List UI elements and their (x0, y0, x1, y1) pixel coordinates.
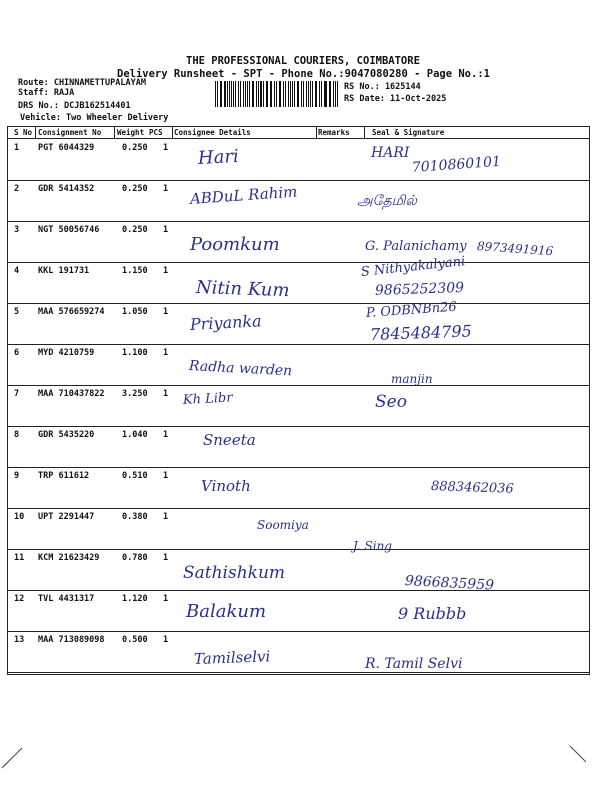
row-consignment-no: MAA 710437822 (38, 389, 105, 399)
row-sno: 12 (14, 594, 25, 604)
row-divider (7, 344, 590, 345)
barcode-bar (229, 81, 230, 107)
barcode-bar (245, 81, 246, 107)
consignee-signature: Vinoth (201, 477, 251, 495)
consignee-signature: Balakum (186, 601, 267, 622)
barcode-bar (325, 81, 327, 107)
barcode-bar (224, 81, 226, 107)
barcode-bar (288, 81, 289, 107)
consignee-signature: Poomkum (190, 234, 280, 255)
barcode-bar (280, 81, 281, 107)
consignee-signature: Radha warden (188, 358, 293, 380)
column-divider (172, 126, 173, 139)
row-sno: 13 (14, 635, 25, 645)
scan-mark (0, 730, 40, 770)
row-weight: 1.040 (122, 430, 148, 440)
barcode-bar (247, 81, 248, 107)
col-header-pcs: PCS (149, 128, 163, 137)
scan-mark (556, 740, 596, 780)
row-sno: 5 (14, 307, 20, 317)
row-consignment-no: KCM 21623429 (38, 553, 100, 563)
row-consignment-no: UPT 2291447 (38, 512, 95, 522)
row-pcs: 1 (163, 553, 169, 563)
consignee-signature: Sathishkum (183, 563, 286, 583)
barcode-bar (283, 81, 285, 107)
column-divider (114, 126, 115, 139)
row-divider (7, 590, 590, 591)
row-pcs: 1 (163, 430, 169, 440)
row-weight: 1.100 (122, 348, 148, 358)
row-pcs: 1 (163, 307, 169, 317)
header-divider (7, 138, 590, 139)
row-weight: 1.150 (122, 266, 148, 276)
barcode-bar (330, 81, 331, 107)
row-sno: 6 (14, 348, 20, 358)
row-consignment-no: MYD 4210759 (38, 348, 95, 358)
consignee-signature: Priyanka (189, 311, 263, 334)
barcode-bar (297, 81, 298, 107)
barcode-bar (260, 81, 262, 107)
row-weight: 0.510 (122, 471, 148, 481)
barcode-bar (221, 81, 222, 107)
barcode-bar (274, 81, 275, 107)
row-divider (7, 631, 590, 632)
barcode-bar (335, 81, 336, 107)
phone-handwritten: 7845484795 (369, 321, 473, 344)
row-pcs: 1 (163, 266, 169, 276)
barcode-bar (294, 81, 295, 107)
row-consignment-no: TRP 611612 (38, 471, 90, 481)
row-sno: 8 (14, 430, 20, 440)
row-divider (7, 262, 590, 263)
row-divider (7, 467, 590, 468)
barcode-bar (292, 81, 293, 107)
barcode-bar (285, 81, 286, 107)
barcode-bar (279, 81, 280, 107)
row-consignment-no: KKL 191731 (38, 266, 90, 276)
row-divider (7, 426, 590, 427)
barcode-bar (266, 81, 267, 107)
barcode-bar (301, 81, 302, 107)
row-weight: 1.120 (122, 594, 148, 604)
row-consignment-no: TVL 4431317 (38, 594, 95, 604)
seal-signature: R. Tamil Selvi (365, 656, 463, 672)
row-weight: 0.250 (122, 225, 148, 235)
row-divider (7, 303, 590, 304)
row-divider (7, 549, 590, 550)
seal-signature: அதேமில் (357, 193, 418, 209)
route-label: Route: CHINNAMETTUPALAYAM (18, 78, 146, 88)
seal-signature: manjin (391, 372, 433, 386)
company-title: THE PROFESSIONAL COURIERS, COIMBATORE (186, 55, 420, 67)
barcode-bar (263, 81, 264, 107)
row-pcs: 1 (163, 635, 169, 645)
barcode-bar (235, 81, 236, 107)
barcode-bar (231, 81, 232, 107)
row-sno: 9 (14, 471, 20, 481)
col-header-sno: S No (14, 128, 33, 137)
row-pcs: 1 (163, 143, 169, 153)
runsheet-title: Delivery Runsheet - SPT - Phone No.:9047080280 - Page No.:1 (117, 68, 490, 80)
row-pcs: 1 (163, 471, 169, 481)
barcode-bar (276, 81, 277, 107)
row-sno: 3 (14, 225, 20, 235)
consignee-signature: Hari (197, 145, 240, 169)
barcode-bar (324, 81, 325, 107)
row-divider (7, 221, 590, 222)
barcode-bar (238, 81, 239, 107)
barcode-image (215, 81, 339, 107)
col-header-seal: Seal & Signature (372, 128, 445, 137)
seal-signature: 9 Rubbb (398, 604, 467, 623)
barcode-bar (306, 81, 307, 107)
seal-signature: HARI (371, 145, 410, 161)
barcode-bar (312, 81, 313, 107)
row-weight: 0.250 (122, 184, 148, 194)
consignee-signature: Nitin Kum (195, 277, 290, 302)
phone-handwritten: 8883462036 (430, 479, 514, 497)
barcode-bar (215, 81, 216, 107)
phone-handwritten: 8973491916 (476, 239, 554, 259)
row-divider (7, 508, 590, 509)
barcode-bar (240, 81, 242, 107)
barcode-bar (290, 81, 291, 107)
row-pcs: 1 (163, 594, 169, 604)
row-weight: 0.500 (122, 635, 148, 645)
row-consignment-no: MAA 576659274 (38, 307, 105, 317)
row-weight: 0.780 (122, 553, 148, 563)
row-weight: 0.250 (122, 143, 148, 153)
consignee-signature: Kh Libr (182, 390, 233, 408)
rs-date: RS Date: 11-Oct-2025 (344, 94, 447, 104)
staff-label: Staff: RAJA (18, 88, 75, 98)
phone-handwritten: 9866835959 (404, 573, 495, 594)
row-consignment-no: GDR 5435220 (38, 430, 95, 440)
row-consignment-no: GDR 5414352 (38, 184, 95, 194)
column-divider (364, 126, 365, 139)
consignee-signature: Tamilselvi (193, 647, 271, 668)
row-divider (7, 180, 590, 181)
col-header-consignee: Consignee Details (174, 128, 251, 137)
row-sno: 2 (14, 184, 20, 194)
barcode-bar (220, 81, 221, 107)
seal-signature: P. ODBNBn26 (365, 299, 458, 321)
barcode-bar (319, 81, 320, 107)
barcode-bar (308, 81, 309, 107)
vehicle-label: Vehicle: Two Wheeler Delivery (20, 113, 169, 123)
column-divider (316, 126, 317, 139)
barcode-bar (227, 81, 228, 107)
row-divider (7, 672, 590, 673)
row-consignment-no: MAA 713089098 (38, 635, 105, 645)
row-consignment-no: PGT 6044329 (38, 143, 95, 153)
row-pcs: 1 (163, 184, 169, 194)
row-sno: 10 (14, 512, 25, 522)
barcode-bar (337, 81, 338, 107)
drs-number: DRS No.: DCJB162514401 (18, 101, 131, 111)
barcode-bar (329, 81, 330, 107)
barcode-bar (233, 81, 234, 107)
row-sno: 11 (14, 553, 25, 563)
row-pcs: 1 (163, 348, 169, 358)
barcode-bar (316, 81, 317, 107)
barcode-bar (252, 81, 253, 107)
row-sno: 7 (14, 389, 20, 399)
consignee-signature: Soomiya (257, 518, 309, 532)
row-divider (7, 385, 590, 386)
barcode-bar (267, 81, 268, 107)
barcode-bar (253, 81, 254, 107)
col-header-weight: Weight (117, 128, 145, 137)
barcode-bar (249, 81, 250, 107)
row-pcs: 1 (163, 389, 169, 399)
seal-signature: Seo (375, 392, 407, 412)
row-sno: 1 (14, 143, 20, 153)
barcode-bar (315, 81, 316, 107)
barcode-bar (333, 81, 334, 107)
row-sno: 4 (14, 266, 20, 276)
barcode-bar (258, 81, 259, 107)
barcode-bar (321, 81, 322, 107)
barcode-bar (270, 81, 271, 107)
row-pcs: 1 (163, 512, 169, 522)
barcode-bar (298, 81, 299, 107)
barcode-bar (243, 81, 244, 107)
barcode-bar (217, 81, 218, 107)
seal-signature: G. Palanichamy (365, 239, 467, 254)
row-pcs: 1 (163, 225, 169, 235)
row-weight: 1.050 (122, 307, 148, 317)
column-divider (35, 126, 36, 139)
seal-signature: J. Sing (353, 539, 392, 553)
rs-number: RS No.: 1625144 (344, 82, 421, 92)
barcode-bar (271, 81, 272, 107)
barcode-bar (310, 81, 311, 107)
phone-handwritten: 9865252309 (374, 279, 465, 299)
seal-signature: S Nithyakalyani (360, 254, 466, 280)
barcode-bar (256, 81, 257, 107)
row-weight: 0.380 (122, 512, 148, 522)
row-consignment-no: NGT 50056746 (38, 225, 100, 235)
consignee-signature: Sneeta (203, 431, 256, 449)
col-header-consignment: Consignment No (38, 128, 102, 137)
runsheet-table (7, 126, 590, 675)
row-weight: 3.250 (122, 389, 148, 399)
barcode-bar (303, 81, 305, 107)
consignee-signature: ABDuL Rahim (189, 182, 298, 208)
phone-handwritten: 7010860101 (411, 153, 502, 176)
col-header-remarks: Remarks (318, 128, 350, 137)
